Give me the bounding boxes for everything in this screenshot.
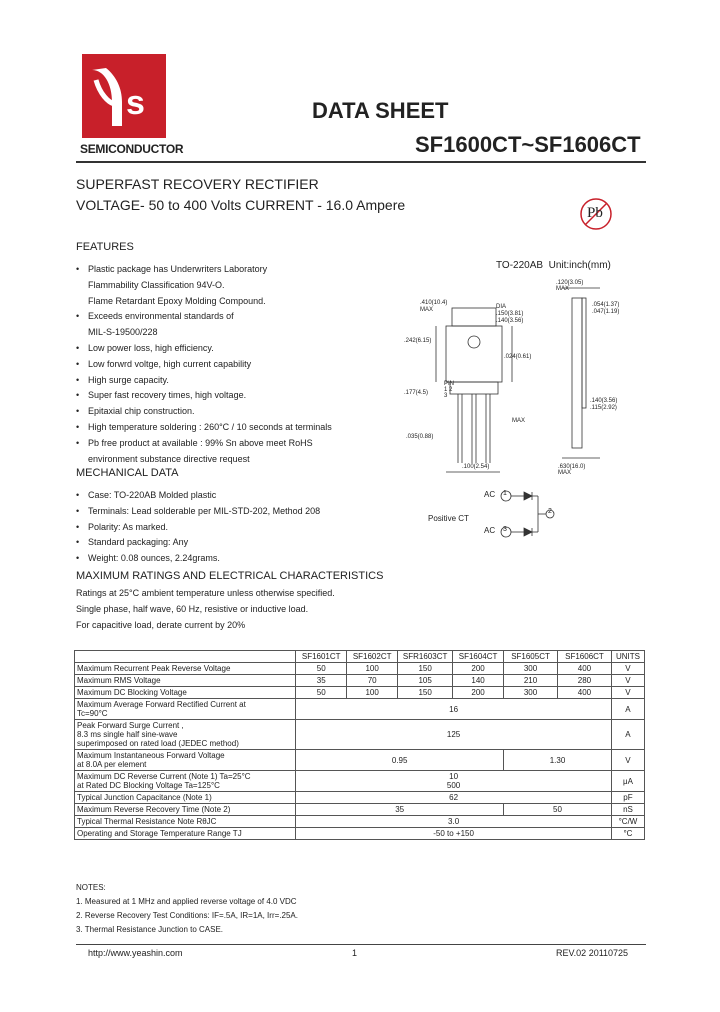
table-row [75,771,645,792]
dim-label: .630(16.0) MAX [558,464,586,476]
table-cell: 10 [449,772,459,781]
logo-mark-icon [82,54,166,138]
table-row [75,663,645,675]
table-cell: 3.0 [296,816,612,828]
mechanical-heading: MECHANICAL DATA [76,467,179,479]
pb-badge-text: Pb [587,205,603,221]
table-cell: 70 [347,675,398,687]
dim-label: .047(1.19) [592,309,620,315]
product-type: SUPERFAST RECOVERY RECTIFIER [76,176,319,192]
schematic-drawing [400,483,650,543]
table-cell: 62 [296,792,612,804]
row-label: Tc=90°C [77,709,108,718]
table-cell: 0.95 [296,750,504,771]
unit-cell: A [611,720,644,750]
unit-cell: pF [611,792,644,804]
row-label: Maximum RMS Voltage [75,675,296,687]
row-label: 8.3 ms single half sine-wave [77,730,178,739]
dim-label: .115(2.92) [590,405,617,411]
table-header-cell: SF1605CT [504,651,558,663]
electrical-characteristics-table [74,650,645,840]
table-cell: 300 [504,663,558,675]
table-header-cell: SFR1603CT [398,651,453,663]
table-cell: 150 [398,663,453,675]
footer-revision: REV.02 20110725 [556,948,629,958]
unit-cell: V [611,663,644,675]
footer-url[interactable]: http://www.yeashin.com [88,948,183,958]
row-label: Maximum DC Reverse Current (Note 1) Ta=25°C [77,772,251,781]
unit-cell: A [611,699,644,720]
voltage-current-rating: VOLTAGE- 50 to 400 Volts CURRENT - 16.0 Ampere [76,197,406,213]
row-label: Maximum Recurrent Peak Reverse Voltage [75,663,296,675]
dim-label: .242(6.15) [404,338,432,344]
table-row [75,804,645,816]
notes-section [76,881,298,937]
feature-item: • Exceeds environmental standards of [76,309,406,325]
table-cell: 300 [504,687,558,699]
table-row [75,687,645,699]
package-label: TO-220AB [496,260,544,271]
feature-item: Flame Retardant Epoxy Molding Compound. [88,295,266,306]
dim-label: .120(3.05) MAX [556,280,584,292]
features-list [76,262,406,467]
note-item: 3. Thermal Resistance Junction to CASE. [76,925,224,934]
feature-item: • High surge capacity. [76,373,406,389]
feature-item: MIL-S-19500/228 [88,327,158,338]
table-cell: 35 [296,675,347,687]
table-cell: 50 [504,804,612,816]
feature-item: • High temperature soldering : 260°C / 10 seconds at terminals [76,420,406,436]
table-row [75,828,645,840]
row-label: Peak Forward Surge Current , [77,721,184,730]
unit-cell: V [611,750,644,771]
feature-item: • Super fast recovery times, high voltage. [76,388,406,404]
table-cell: 125 [296,720,612,750]
dim-label: .024(0.61) [504,354,532,360]
table-cell: 1.30 [504,750,612,771]
pin-label-ac: AC [484,526,496,535]
feature-item: • Plastic package has Underwriters Laboratory [76,262,406,278]
ratings-heading: MAXIMUM RATINGS AND ELECTRICAL CHARACTERISTICS [76,570,384,582]
feature-item: environment substance directive request [88,453,250,464]
notes-heading: NOTES: [76,883,106,892]
table-header-cell: UNITS [611,651,644,663]
dim-label: .150(3.81) .140(3.56) [496,311,524,324]
table-cell: 105 [398,675,453,687]
features-heading: FEATURES [76,241,134,253]
footer-divider [76,944,646,945]
mechanical-item: • Terminals: Lead solderable per MIL-STD-202, Method 208 [76,504,406,520]
unit-label: Unit:inch(mm) [548,260,611,271]
ratings-line: Single phase, half wave, 60 Hz, resistive or inductive load. [76,604,309,614]
dim-label: DIA [496,304,507,310]
row-label: Typical Junction Capacitance (Note 1) [75,792,296,804]
unit-cell: nS [611,804,644,816]
feature-item: • Low forwrd voltge, high current capability [76,357,406,373]
table-cell: 400 [558,663,612,675]
row-label: Maximum Average Forward Rectified Current at [77,700,246,709]
feature-item: • Pb free product at available : 99% Sn above meet RoHS [76,436,406,452]
table-cell: 200 [453,663,504,675]
pb-free-icon [578,196,614,237]
table-cell: 150 [398,687,453,699]
unit-cell: °C/W [611,816,644,828]
pin-number-row: PIN 1 2 3 [444,381,455,399]
doc-title: DATA SHEET [312,98,449,123]
dim-label: .140(3.56) [590,398,618,404]
dim-label: .035(0.88) [406,434,434,440]
note-item: 1. Measured at 1 MHz and applied reverse voltage of 4.0 VDC [76,897,297,906]
table-row [75,720,645,750]
ratings-line: For capacitive load, derate current by 20% [76,620,246,630]
feature-item: • Epitaxial chip construction. [76,404,406,420]
mechanical-item: • Standard packaging: Any [76,535,406,551]
feature-item: • Low power loss, high efficiency. [76,341,406,357]
note-item: 2. Reverse Recovery Test Conditions: IF=.5A, IR=1A, Irr=.25A. [76,911,298,920]
ratings-line: Ratings at 25°C ambient temperature unless otherwise specified. [76,588,335,598]
pin-number: 1 [503,490,507,497]
svg-text:s: s [126,84,145,122]
header-divider [76,161,646,163]
company-logo [82,54,166,138]
unit-cell: μA [611,771,644,792]
positive-ct-label: Positive CT [428,514,469,523]
dim-label: .100(2.54) [462,464,490,470]
feature-item: Flammability Classification 94V-O. [88,279,225,290]
table-cell: 50 [296,687,347,699]
mechanical-item: • Case: TO-220AB Molded plastic [76,488,406,504]
table-cell: 16 [296,699,612,720]
row-label: superimposed on rated load (JEDEC method) [77,739,239,748]
table-cell: 500 [446,781,461,790]
unit-cell: V [611,687,644,699]
row-label: Typical Thermal Resistance Note RθJC [75,816,296,828]
table-header-cell: SF1604CT [453,651,504,663]
table-cell: 280 [558,675,612,687]
dim-label: .410(10.4) MAX [420,300,448,313]
table-cell: 50 [296,663,347,675]
part-title: SF1600CT~SF1606CT [415,132,641,157]
pin-label-ac: AC [484,490,496,499]
table-header-cell: SF1602CT [347,651,398,663]
table-header-row [75,651,645,663]
logo-subtitle: SEMICONDUCTOR [80,142,184,156]
row-label: Maximum Reverse Recovery Time (Note 2) [75,804,296,816]
row-label: at 8.0A per element [77,760,147,769]
table-cell: 210 [504,675,558,687]
pin-number: 2 [548,508,552,515]
row-label: Operating and Storage Temperature Range TJ [75,828,296,840]
table-row [75,816,645,828]
table-cell: 400 [558,687,612,699]
dim-label: .054(1.37) [592,302,620,308]
unit-cell: °C [611,828,644,840]
unit-cell: V [611,675,644,687]
mechanical-item: • Weight: 0.08 ounces, 2.24grams. [76,551,406,567]
table-cell: 140 [453,675,504,687]
table-row [75,699,645,720]
row-label: Maximum Instantaneous Forward Voltage [77,751,225,760]
table-cell: 200 [453,687,504,699]
table-cell: 35 [296,804,504,816]
table-cell: 100 [347,687,398,699]
mechanical-item: • Polarity: As marked. [76,520,406,536]
table-row [75,750,645,771]
pin-number: 3 [503,526,507,533]
table-header-cell: SF1601CT [296,651,347,663]
row-label: at Rated DC Blocking Voltage Ta=125°C [77,781,220,790]
mechanical-list [76,488,406,567]
dim-label: MAX [512,418,526,424]
footer-page-number: 1 [352,948,358,958]
table-row [75,792,645,804]
row-label: Maximum DC Blocking Voltage [75,687,296,699]
table-row [75,675,645,687]
table-header-cell [75,651,296,663]
dim-label: .177(4.5) [404,390,429,396]
table-header-cell: SF1606CT [558,651,612,663]
table-cell: -50 to +150 [296,828,612,840]
table-cell: 100 [347,663,398,675]
